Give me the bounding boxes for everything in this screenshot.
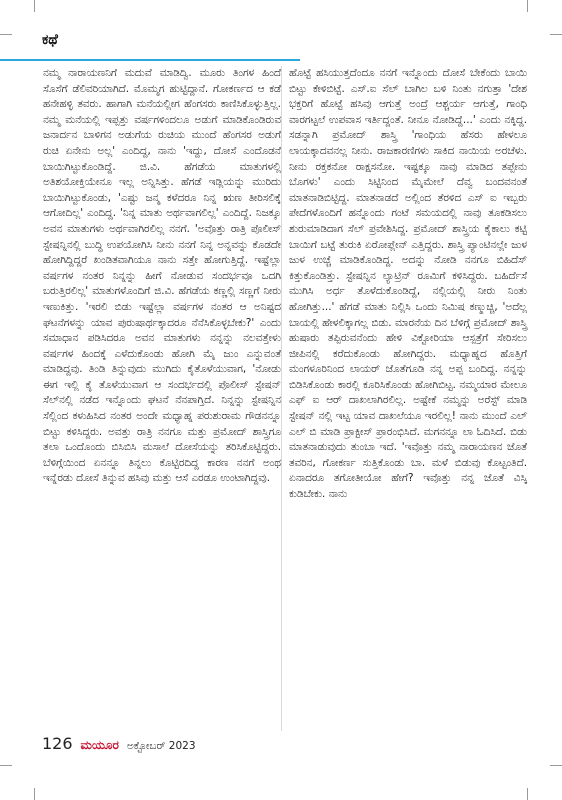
page-footer: [42, 734, 196, 753]
article-left-column: [43, 66, 281, 487]
article-right-column: [289, 66, 527, 503]
header-rule: [0, 59, 300, 61]
issue-date: ಅಕ್ಟೋಬರ್ 2023: [126, 740, 196, 752]
crop-mark: [0, 34, 12, 35]
page-number: 126: [42, 734, 73, 753]
crop-mark: [527, 0, 528, 12]
crop-mark: [527, 788, 528, 800]
crop-mark: [34, 0, 35, 12]
column-divider: [281, 66, 282, 731]
crop-mark: [550, 765, 562, 766]
crop-mark: [0, 765, 12, 766]
article-text-left: ನಮ್ಮ ನಾರಾಯಣನಿಗೆ ಮದುವೆ ಮಾಡಿದ್ವಿ. ಮೂರು ತಿಂಗಳ ಹಿಂದೆ ಸೊಸೆಗೆ ಡೆಲಿವರಿಯಾಗಿದೆ. ಮೊಮ್ಮಗ ಹುಟ್ಟಿದ್ದಾನೆ. ಗೋಕರ್ಣದ ಆ ಕಡೆ ಹನೇಹಳ್ಳಿ ತವರು. ಹಾಗಾಗಿ ಮನೆಯಲ್ಲೀಗ ಹೆಂಗಸರು ಕಾಣಿಸಿಕೊಳ್ಳುತ್ತಿಲ್ಲ. ನಮ್ಮ ಮನೆಯಲ್ಲಿ ಇಪ್ಪತ್ತು ವರ್ಷಗಳಿಂದಲೂ ಅಡುಗೆ ಮಾಡಿಕೊಂಡಿರುವ ಜನಾರ್ದನ ಬಾಳಿಗನ ಅಡುಗೆಯ ರುಚಿಯ ಮುಂದೆ ಹೆಂಗಸರ ಅಡುಗೆ ರುಚಿ ಏನೇನು ಅಲ್ಲ' ಎಂದಿದ್ದ, ನಾನು 'ಇದ್ದು, ದೋಸೆ ಎಂದೊಡನೆ ಬಾಯಿಗಿಟ್ಟುಕೊಂಡಿದ್ದೆ. ಜಿ.ವಿ. ಹೆಗಡೆಯ ಮಾತುಗಳಲ್ಲಿ ಅತಿಶಯೋಕ್ತಿಯೇನೂ ಇಲ್ಲ ಅನ್ನಿಸಿತ್ತು. ಹೆಗಡೆ ಇಡ್ಲಿಯನ್ನು ಮುರಿದು ಬಾಯಿಗಿಟ್ಟುಕೊಂಡು, 'ಎಷ್ಟು ಜನ್ಮ ಕಳೆದರೂ ನಿನ್ನ ಋಣ ತೀರಿಸಲಿಕ್ಕೆ ಆಗೋದಿಲ್ಲ' ಎಂದಿದ್ದ. 'ನಿನ್ನ ಮಾತು ಅರ್ಥವಾಗಲಿಲ್ಲ' ಎಂದಿದ್ದೆ. ನಿಜಕ್ಕೂ ಅವನ ಮಾತುಗಳು ಅರ್ಥವಾಗಿರಲಿಲ್ಲ ನನಗೆ. 'ಅವೊತ್ತು ರಾತ್ರಿ ಪೊಲೀಸ್ ಸ್ಟೇಷನ್ನಿನಲ್ಲಿ ಬುದ್ಧಿ ಉಪಯೋಗಿಸಿ ನೀನು ನನಗೆ ನಿನ್ನ ಅನ್ನವನ್ನು ಕೊಡದೇ ಹೋಗಿದ್ದಿದ್ದರೆ ಖಂಡಿತವಾಗಿಯೂ ನಾನು ಸತ್ತೇ ಹೋಗುತ್ತಿದ್ದೆ. ಇಷ್ಟೆಲ್ಲಾ ವರ್ಷಗಳ ನಂತರ ನಿನ್ನನ್ನು ಹೀಗೆ ನೋಡುವ ಸಂದರ್ಭವೂ ಒದಗಿ ಬರುತ್ತಿರಲಿಲ್ಲ' ಮಾತುಗಳೊಂದಿಗೆ ಜಿ.ವಿ. ಹೆಗಡೆಯ ಕಣ್ಣಲ್ಲಿ ಸಣ್ಣಗೆ ನೀರು ಇಣುಕಿತ್ತು. 'ಇರಲಿ ಬಿಡು ಇಷ್ಟೆಲ್ಲಾ ವರ್ಷಗಳ ನಂತರ ಆ ಅನಿಷ್ಟದ ಘಟನೆಗಳನ್ನು ಯಾವ ಪುರುಷಾರ್ಥಕ್ಕಾದರೂ ನೆನೆಸಿಕೊಳ್ಳಬೇಕು?' ಎಂದು ಸಮಾಧಾನ ಪಡಿಸಿದರೂ ಅವನ ಮಾತುಗಳು ನನ್ನನ್ನು ನಲವತ್ತೇಳು ವರ್ಷಗಳ ಹಿಂದಕ್ಕೆ ಎಳೆದುಕೊಂಡು ಹೋಗಿ ಮೈ ಜುಂ ಎನ್ನುವಂತೆ ಮಾಡಿದ್ದವು. ತಿಂಡಿ ತಿನ್ನುವುದು ಮುಗಿದು ಕೈತೊಳೆಯುವಾಗ, 'ನೋಡು ಈಗ ಇಲ್ಲಿ ಕೈ ತೊಳೆಯುವಾಗ ಆ ಸಂದರ್ಭದಲ್ಲಿ ಪೊಲೀಸ್ ಸ್ಟೇಷನ್ ಸೆಲ್‌ನಲ್ಲಿ ನಡೆದ ಇನ್ನೊಂದು ಘಟನೆ ನೆನಪಾಗ್ತಿದೆ. ನಿನ್ನನ್ನು ಸ್ಟೇಷನ್ನಿನ ಸೆಲ್ಲಿಂದ ಕಳುಹಿಸಿದ ನಂತರ ಅಂದೇ ಮಧ್ಯಾಹ್ನ ಪರುಶುರಾಮ ಗೌಡನನ್ನೂ ಬಿಟ್ಟು ಕಳಿಸಿದ್ದರು. ಅವತ್ತು ರಾತ್ರಿ ನನಗೂ ಮತ್ತು ಪ್ರಮೋದ್ ಶಾಸ್ತ್ರಿಗೂ ತಲಾ ಒಂದೊಂದು ಬಿಸಿಬಿಸಿ ಮಸಾಲೆ ದೋಸೆಯನ್ನು ತರಿಸಿಕೊಟ್ಟಿದ್ದರು. ಬೆಳಿಗ್ಗೆಯಿಂದ ಏನನ್ನೂ ತಿನ್ನಲು ಕೊಟ್ಟಿರದಿದ್ದ ಕಾರಣ ನನಗೆ ಅಂಥ ಇನ್ನೆರಡು ದೋಸೆ ತಿನ್ನುವ ಹಸಿವು ಮತ್ತು ಆಸೆ ಎರಡೂ ಉಂಟಾಗಿದ್ದವು.: [43, 67, 281, 485]
crop-mark: [34, 788, 35, 800]
magazine-name: ಮಯೂರ: [80, 738, 119, 752]
section-label: ಕಥೆ: [42, 32, 58, 48]
article-text-right: ಹೊಟ್ಟೆ ಹಸಿಯುತ್ತದೆಂದೂ ನನಗೆ ಇನ್ನೊಂದು ದೋಸೆ ಬೇಕೆಂದು ಬಾಯಿ ಬಿಟ್ಟು ಕೇಳಿಬಿಟ್ಟೆ. ಎಸ್.ಐ ಸೆಲ್ ಬಾಗಿಲ ಬಳಿ ನಿಂತು ನಗುತ್ತಾ 'ದೇಶ ಭಕ್ತರಿಗೆ ಹೊಟ್ಟೆ ಹಸಿವು ಆಗುತ್ತೆ ಅಂದ್ರೆ ಆಶ್ಚರ್ಯ ಆಗುತ್ತೆ, ಗಾಂಧಿ ವಾರಗಟ್ಟಲೆ ಉಪವಾಸ ಇರ್ತಿದ್ದಂತೆ. ನೀನೂ ನೋಡಿದ್ದೆ...' ಎಂದು ನಕ್ಕಿದ್ದ. ಸಡನ್ನಾಗಿ ಪ್ರಮೋದ್ ಶಾಸ್ತ್ರಿ 'ಗಾಂಧಿಯ ಹೆಸರು ಹೇಳಲೂ ಲಾಯಕ್ಕಾದವನಲ್ಲ ನೀನು. ರಾಜಕಾರಣಿಗಳು ಸಾಕಿದ ನಾಯಿಯ ಅರಚೆಳು. ನೀನು ರಕ್ತಕನೋ ರಾಕ್ಷಸನೋ. ಇಷ್ಟಕ್ಕೂ ನಾವು ಮಾಡಿದ ತಪ್ಪೇನು ಬೊಗಳು' ಎಂದು ಸಿಟ್ಟಿನಿಂದ ಮೈಮೇಲೆ ದೆವ್ವ ಬಂದವನಂತೆ ಮಾತನಾಡಿಬಿಟ್ಟಿದ್ದ. ಮಾತನಾಡದೆ ಅಲ್ಲಿಂದ ತೆರಳಿದ ಎಸ್ ಐ ಇಬ್ಬರು ಪೇದೆಗಳೊಂದಿಗೆ ಹನ್ನೊಂದು ಗಂಟೆ ಸಮಯದಲ್ಲಿ ನಾವು ತೂಕಡಿಸಲು ಶುರುಮಾಡಿದಾಗ ಸೆಲ್ ಪ್ರವೇಶಿಸಿದ್ದ. ಪ್ರಮೋದ್ ಶಾಸ್ತ್ರಿಯ ಕೈಕಾಲು ಕಟ್ಟಿ ಬಾಯಿಗೆ ಬಟ್ಟೆ ತುರುಕಿ ಏರೋಪ್ಲೇನ್ ಎತ್ತಿದ್ದರು. ಶಾಸ್ತ್ರಿ ಪ್ಯಾಂಟಿನಲ್ಲೇ ಜುಳ ಜುಳ ಉಚ್ಚೆ ಮಾಡಿಕೊಂಡಿದ್ದ. ಅದನ್ನು ನೋಡಿ ನನಗೂ ಬಿಹಿದೆಸ್ ಕಿತ್ತುಕೊಂಡಿತ್ತು. ಸ್ಟೇಷನ್ನಿನ ಲ್ಯಾಟ್ರಿನ್ ರೂಮಿಗೆ ಕಳಿಸಿದ್ದರು. ಬಹಿರ್ದೆಸೆ ಮುಗಿಸಿ ಅರ್ಧ ತೊಳೆದುಕೊಂಡಿದ್ದೆ, ನಲ್ಲಿಯಲ್ಲಿ ನೀರು ನಿಂತು ಹೋಗಿತ್ತು...' ಹೆಗಡೆ ಮಾತು ನಿಲ್ಲಿಸಿ ಒಂದು ನಿಮಿಷ ಕಣ್ಮುಚ್ಚಿ, 'ಅದೆಲ್ಲ ಬಾಯಲ್ಲಿ ಹೇಳಲಿಕ್ಕಾಗಲ್ಲ ಬಿಡು. ಮಾರನೆಯ ದಿನ ಬೆಳಿಗ್ಗೆ ಪ್ರಮೋದ್ ಶಾಸ್ತ್ರಿ ಹುಷಾರು ತಪ್ಪಿರುವನೆಂದು ಹೇಳಿ ವಿಕ್ಟೋರಿಯಾ ಆಸ್ಪತ್ರೆಗೆ ಸೇರಿಸಲು ಜೀಪಿನಲ್ಲಿ ಕರೆದುಕೊಂಡು ಹೋಗಿದ್ದರು. ಮಧ್ಯಾಹ್ನದ ಹೊತ್ತಿಗೆ ಮಂಗಳೂರಿನಿಂದ ಲಾಯರ್ ಜೊತೆಗೂಡಿ ನನ್ನ ಅಪ್ಪ ಬಂದಿದ್ದ. ನನ್ನನ್ನು ಬಿಡಿಸಿಕೊಂಡು ಕಾರಲ್ಲಿ ಕೂರಿಸಿಕೊಂಡು ಹೋಗಿಬಿಟ್ಟ. ನಮ್ಮಯಾರ ಮೇಲೂ ಎಫ್ ಐ ಆರ್ ದಾಖಲಾಗಿರಲಿಲ್ಲ. ಅಷ್ಟೇಕೆ ನಮ್ಮನ್ನು ಅರೆಸ್ಟ್ ಮಾಡಿ ಸ್ಟೇಷನ್ ನಲ್ಲಿ ಇಟ್ಟ ಯಾವ ದಾಖಲೆಯೂ ಇರಲಿಲ್ಲ! ನಾನು ಮುಂದೆ ಎಲ್ ಎಲ್ ಬಿ ಮಾಡಿ ಪ್ರಾಕ್ಟೀಸ್ ಪ್ರಾರಂಭಿಸಿದೆ. ಮಗನನ್ನೂ ಲಾ ಓದಿಸಿದೆ. ಬಿಡು ಮಾತನಾಡುವುದು ತುಂಬಾ ಇದೆ. 'ಇವೊತ್ತು ನಮ್ಮ ನಾರಾಯಣನ ಜೊತೆ ತವರಿನ, ಗೋಕರ್ಣ ಸುತ್ತಿಕೊಂಡು ಬಾ. ಮಳೆ ಬಿಡುವು ಕೊಟ್ಟಂತಿದೆ. ಏನಾದರೂ ತಗೋತೀಯೋ ಹೇಗೆ? ಇವೊತ್ತು ನನ್ನ ಜೊತೆ ವಿಸ್ಕಿ ಕುಡಿಬೇಕು. ನಾನು: [289, 67, 527, 501]
crop-mark: [550, 34, 562, 35]
